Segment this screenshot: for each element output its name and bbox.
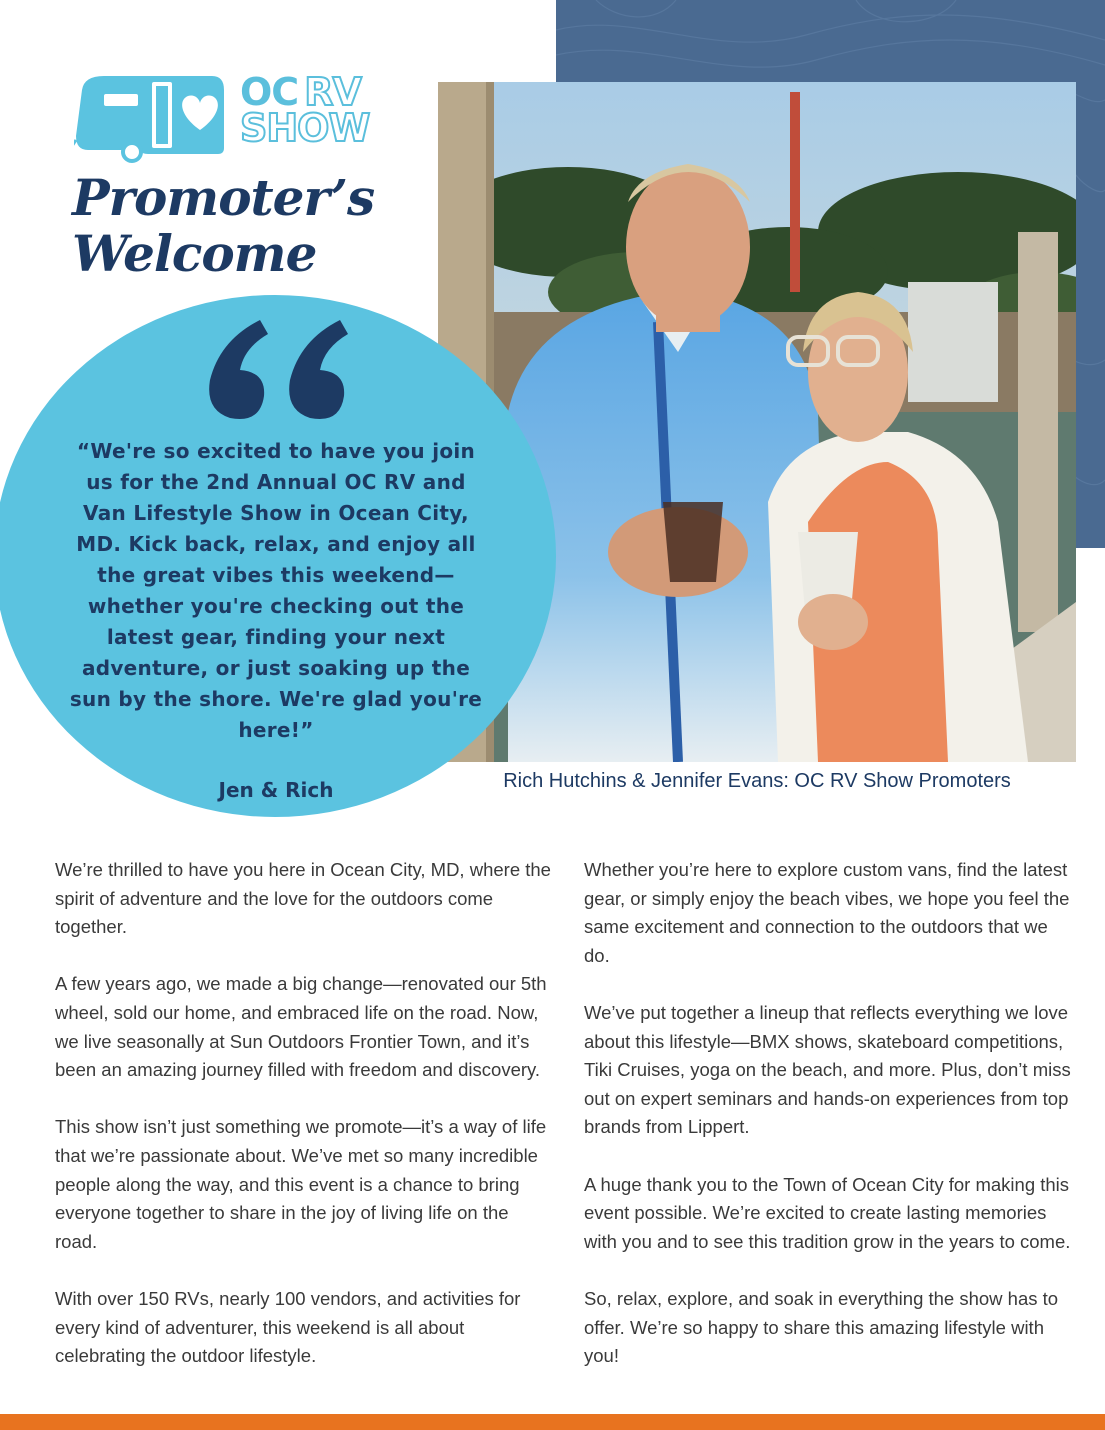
bottom-accent-bar: [0, 1414, 1105, 1430]
paragraph: This show isn’t just something we promote—it’s a way of life that we’re passionate about. We’ve met so many incredible people along the way, and this event is a chance to bring everyone together to share in the joy of living life on the road.: [55, 1116, 547, 1252]
title-line-1: Promoter’s: [72, 168, 375, 227]
logo-wordmark: [240, 70, 370, 150]
body-column-right: [584, 856, 1074, 1399]
title-line-2: Welcome: [72, 224, 317, 283]
body-column-left: [55, 856, 555, 1399]
logo-oc: OC: [240, 70, 299, 114]
paragraph: A few years ago, we made a big change—renovated our 5th wheel, sold our home, and embraced life on the road. Now, we live seasonally at Sun Outdoors Frontier Town, and it’s been an amazing journey filled with freedom and discovery.: [55, 973, 547, 1081]
paragraph: A huge thank you to the Town of Ocean City for making this event possible. We’re excited to create lasting memories with you and to see this tradition grow in the years to come.: [584, 1173, 1071, 1252]
quote-signature: Jen & Rich: [218, 778, 334, 802]
quote-text: “We're so excited to have you join us for the 2nd Annual OC RV and Van Lifestyle Show in Ocean City, MD. Kick back, relax, and enjoy all the great vibes this weekend—whether you're checking out the latest gear, finding your next adventure, or just soaking up the sun by the shore. We're glad you're here!”: [69, 439, 483, 742]
promoters-photo: [438, 82, 1076, 762]
photo-caption: Rich Hutchins & Jennifer Evans: OC RV Show Promoters: [503, 770, 1011, 792]
logo-show: SHOW: [240, 106, 370, 150]
paragraph: We’re thrilled to have you here in Ocean City, MD, where the spirit of adventure and the love for the outdoors come together.: [55, 859, 551, 938]
paragraph: Whether you’re here to explore custom vans, find the latest gear, or simply enjoy the beach vibes, we hope you feel the same excitement and connection to the outdoors that we do.: [584, 859, 1070, 966]
paragraph: We’ve put together a lineup that reflects everything we love about this lifestyle—BMX shows, skateboard competitions, Tiki Cruises, yoga on the beach, and more. Plus, don’t miss out on expert seminars and hands-on experiences from top brands from Lippert.: [584, 1001, 1071, 1138]
logo-rv: RV: [304, 70, 361, 114]
page-title: [72, 170, 492, 282]
quote-mark-icon: [200, 300, 350, 440]
paragraph: With over 150 RVs, nearly 100 vendors, and activities for every kind of adventurer, this weekend is all about celebrating the outdoor lifestyle.: [55, 1287, 521, 1367]
paragraph: So, relax, explore, and soak in everything the show has to offer. We’re so happy to share this amazing lifestyle with you!: [584, 1287, 1059, 1367]
camper-heart-icon: [74, 70, 239, 165]
